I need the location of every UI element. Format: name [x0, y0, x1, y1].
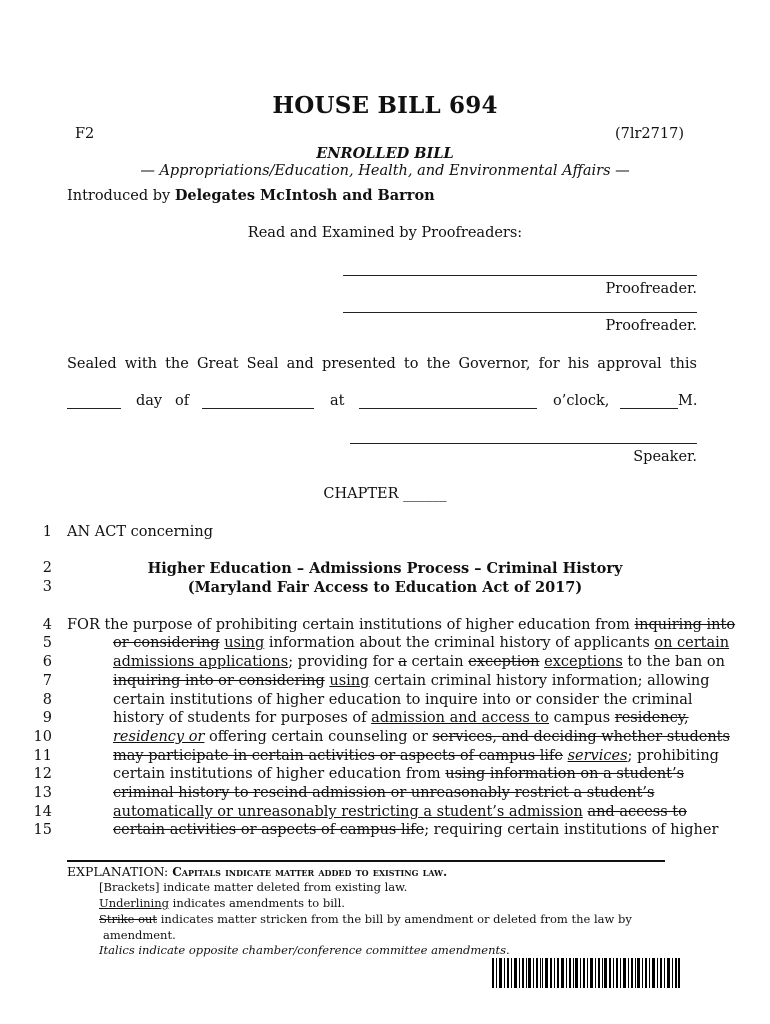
stricken-text: inquiring into — [634, 617, 736, 633]
amended-text: admissions applications — [113, 654, 289, 670]
purpose-line-13: criminal history to rescind admission or unreasonably restrict a student’s — [113, 785, 655, 801]
sealed-word: the — [426, 356, 451, 372]
purpose-line-8: certain institutions of higher education to inquire into or consider the criminal — [113, 692, 693, 708]
text-run: history of students for purposes of — [113, 710, 372, 726]
footer-rule — [67, 860, 665, 862]
sealed-word: Governor, — [458, 356, 531, 372]
introduced-prefix: Introduced by — [67, 188, 175, 204]
sealed-word: and — [286, 356, 314, 372]
brackets-rest: indicate matter deleted from existing law. — [159, 880, 408, 894]
explanation-italics-line: Italics indicate opposite chamber/conference committee amendments. — [99, 943, 510, 957]
barcode-icon — [492, 958, 680, 988]
underlining-word: Underlining — [99, 896, 169, 910]
purpose-line-15 — [113, 822, 718, 838]
stricken-text: certain activities or aspects of campus life — [113, 822, 425, 838]
purpose-line-6 — [113, 654, 725, 670]
purpose-line-9 — [113, 710, 689, 726]
amended-text: using — [329, 673, 370, 689]
purpose-line-10 — [113, 729, 730, 745]
enrolled-label: ENROLLED BILL — [316, 145, 454, 162]
of-label: of — [175, 393, 190, 409]
explanation-caps-text: Capitals indicate matter added to existing law. — [172, 865, 448, 879]
purpose-line-12 — [113, 766, 684, 782]
line-number: 14 — [33, 804, 52, 820]
proofreader-label-2: Proofreader. — [605, 318, 697, 334]
text-run: ; prohibiting — [627, 748, 719, 764]
bracket-open: [ — [99, 880, 104, 894]
proofreader-signature-line-2 — [343, 312, 697, 313]
sealed-word: this — [669, 356, 697, 372]
sealed-word: his — [567, 356, 590, 372]
bill-subject-title: Higher Education – Admissions Process – Criminal History — [147, 560, 623, 577]
text-run: to the ban on — [622, 654, 725, 670]
introduced-sponsors: Delegates McIntosh and Barron — [174, 187, 435, 204]
strike-word: Strike out — [99, 912, 158, 926]
stricken-text: services, and deciding whether students — [432, 729, 730, 745]
text-run: certain criminal history information; allowing — [369, 673, 710, 689]
speaker-label: Speaker. — [633, 449, 697, 465]
amended-text: using — [224, 635, 265, 651]
stricken-text: and access to — [587, 804, 687, 820]
explanation-label: EXPLANATION: — [67, 864, 173, 879]
stricken-text: using information on a student’s — [445, 766, 685, 782]
month-blank — [202, 408, 314, 409]
stricken-text: or considering — [113, 635, 220, 651]
text-run: certain — [406, 654, 469, 670]
purpose-line-7 — [113, 673, 709, 689]
at-label: at — [330, 393, 345, 409]
text-run: certain institutions of higher education from — [113, 766, 446, 782]
purpose-line-11 — [113, 748, 719, 764]
chapter-line: CHAPTER ______ — [323, 486, 447, 502]
purpose-line-4 — [67, 617, 735, 633]
line-number: 6 — [42, 654, 52, 670]
bill-title: HOUSE BILL 694 — [272, 92, 498, 119]
sealed-word: approval — [597, 356, 662, 372]
amended-text: admission and access to — [371, 710, 549, 726]
meridiem-blank — [620, 408, 678, 409]
act-concerning: AN ACT concerning — [67, 524, 214, 540]
explanation-brackets-line — [99, 880, 407, 894]
line-number: 7 — [42, 673, 52, 689]
line-number: 12 — [33, 766, 52, 782]
line-number: 15 — [33, 822, 52, 838]
line-number: 5 — [42, 635, 52, 651]
speaker-signature-line — [350, 443, 697, 444]
brackets-word: Brackets — [103, 880, 156, 894]
amended-text: on certain — [654, 635, 730, 651]
line-number: 11 — [33, 748, 52, 764]
amended-text: exceptions — [544, 654, 623, 670]
text-run: FOR the purpose of prohibiting certain institutions of higher education from — [67, 617, 635, 633]
sealed-word: Sealed — [67, 356, 117, 372]
sealed-word: Great — [196, 356, 239, 372]
committee-line: — Appropriations/Education, Health, and Environmental Affairs — — [140, 163, 630, 179]
proofreader-label-1: Proofreader. — [605, 281, 697, 297]
day-blank — [67, 408, 121, 409]
text-run: ; providing for — [288, 654, 399, 670]
sealed-word: Seal — [246, 356, 279, 372]
line-number: 2 — [42, 560, 52, 576]
conference-amended-text: residency or — [113, 729, 205, 745]
sealed-word: with — [124, 356, 157, 372]
purpose-line-14 — [113, 804, 687, 820]
text-run: campus — [548, 710, 615, 726]
proofreader-signature-line-1 — [343, 275, 697, 276]
oclock-label: o’clock, — [553, 393, 610, 409]
line-number: 3 — [42, 579, 52, 595]
sealed-word: to — [403, 356, 419, 372]
line-number: 4 — [42, 617, 52, 633]
bill-short-title: (Maryland Fair Access to Education Act of 2017) — [187, 579, 583, 596]
underlining-rest: indicates amendments to bill. — [168, 896, 345, 910]
sealed-line — [67, 356, 697, 372]
explanation-strike-line — [99, 912, 632, 926]
proofreaders-heading: Read and Examined by Proofreaders: — [247, 225, 523, 241]
bill-code-left: F2 — [75, 126, 95, 142]
day-label: day — [136, 393, 163, 409]
bill-code-right: (7lr2717) — [614, 126, 684, 142]
introduced-line — [67, 187, 435, 204]
sealed-word: presented — [321, 356, 396, 372]
explanation-caps-line — [67, 864, 447, 879]
amended-text: automatically or unreasonably restricting a student’s admission — [113, 804, 583, 820]
text-run: information about the criminal history of applicants — [264, 635, 655, 651]
explanation-underlining-line — [99, 896, 345, 910]
text-run: offering certain counseling or — [204, 729, 433, 745]
sealed-word: the — [165, 356, 189, 372]
strike-rest: indicates matter stricken from the bill by amendment or deleted from the law by — [157, 912, 632, 926]
purpose-line-5 — [113, 635, 729, 651]
bracket-close: ] — [155, 880, 160, 894]
stricken-text: a — [398, 654, 407, 670]
sealed-word: for — [538, 356, 560, 372]
conference-amended-text: services — [567, 748, 628, 764]
line-number: 13 — [33, 785, 52, 801]
stricken-text: residency, — [614, 710, 689, 726]
explanation-strike-line-2: amendment. — [103, 928, 176, 942]
line-number: 9 — [42, 710, 52, 726]
stricken-text: may participate in certain activities or aspects of campus life — [113, 748, 563, 764]
meridiem-label: M. — [678, 393, 698, 409]
line-number: 8 — [42, 692, 52, 708]
stricken-text: exception — [468, 654, 540, 670]
line-number: 1 — [42, 524, 52, 540]
time-blank — [359, 408, 537, 409]
text-run: ; requiring certain institutions of higher — [424, 822, 719, 838]
line-number: 10 — [33, 729, 52, 745]
stricken-text: inquiring into or considering — [113, 673, 325, 689]
